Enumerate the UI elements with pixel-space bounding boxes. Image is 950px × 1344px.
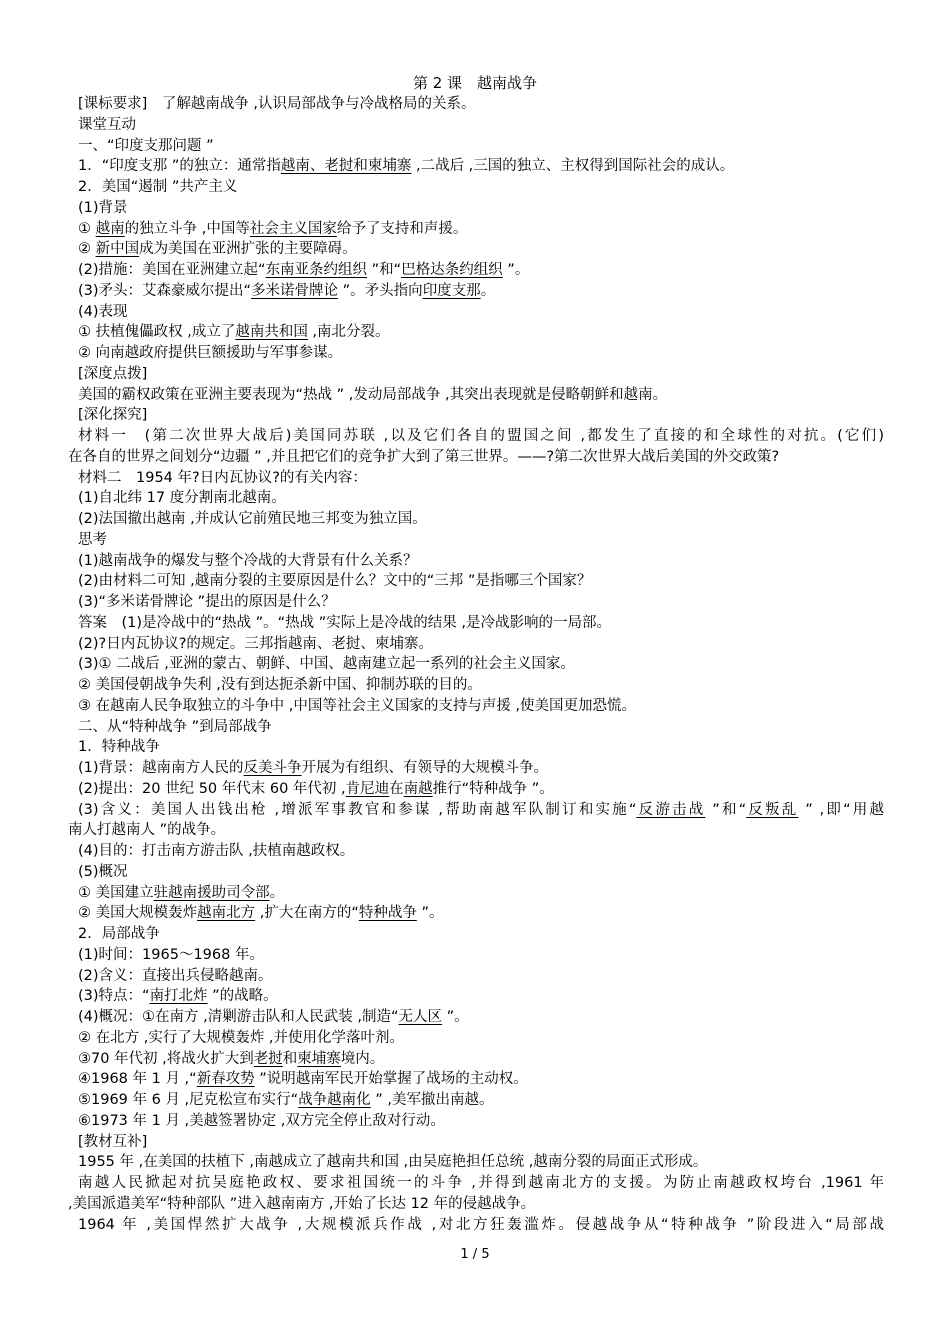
- text-line: [68, 1173, 884, 1194]
- underlined-answer: 越南北方: [197, 905, 256, 922]
- text-segment: (2)提出：20 世纪 50 年代末 60 年代初 ,: [78, 780, 346, 797]
- text-line: [68, 156, 884, 177]
- text-segment: (1)越南战争的爆发与整个冷战的大背景有什么关系？: [78, 552, 418, 569]
- text-line: [68, 986, 884, 1007]
- text-segment: 和: [282, 1050, 298, 1067]
- text-line: [68, 385, 884, 406]
- underlined-answer: 反美斗争: [243, 760, 302, 776]
- text-line: [68, 219, 884, 240]
- text-segment: ⑥1973 年 1 月 ,美越签署协定 ,双方完全停止敌对行动。: [78, 1112, 445, 1129]
- text-segment: ② 在北方 ,实行了大规模轰炸 ,并使用化学落叶剂。: [78, 1029, 405, 1046]
- text-segment: [深化探究]: [78, 407, 148, 424]
- text-line: [68, 924, 884, 945]
- text-line: [68, 1049, 884, 1070]
- text-line: [68, 1090, 884, 1111]
- text-line: [68, 696, 884, 717]
- underlined-answer: 南越: [403, 780, 433, 797]
- text-line: [68, 94, 884, 115]
- underlined-answer: 社会主义国家: [249, 220, 337, 237]
- text-segment: 在各自的世界之间划分“边疆 ” ,并且把它们的竞争扩大到了第三世界。——?第二次世界大战后美国的外交政策?: [68, 448, 780, 465]
- text-line: [68, 447, 884, 468]
- text-segment: (1)背景：越南南方人民的: [78, 760, 244, 776]
- text-line: [68, 239, 884, 260]
- text-line: [68, 862, 884, 883]
- text-segment: 推行“特种战争 ”。: [432, 780, 554, 797]
- underlined-answer: 越南、老挝和柬埔寨: [280, 158, 412, 175]
- text-segment: ② 美国侵朝战争失利 ,没有到达扼杀新中国、抑制苏联的目的。: [78, 677, 482, 693]
- underlined-answer: 印度支那: [422, 282, 481, 299]
- text-line: [68, 717, 884, 738]
- text-segment: ”。矛头指向: [338, 282, 423, 299]
- text-line: [68, 634, 884, 655]
- text-line: [68, 322, 884, 343]
- text-segment: 南越人民掀起对抗吴庭艳政权、要求祖国统一的斗争 ,并得到越南北方的支援。为防止南越政权垮台 ,1961 年: [78, 1175, 884, 1191]
- underlined-answer: 越南共和国: [235, 324, 308, 341]
- text-segment: (3)特点：“: [78, 988, 150, 1005]
- underlined-answer: 老挝: [253, 1050, 283, 1067]
- underlined-answer: 新中国: [95, 241, 140, 258]
- text-line: [68, 302, 884, 323]
- text-segment: 。: [269, 884, 285, 901]
- text-segment: ,扩大在南方的“: [255, 905, 359, 922]
- text-segment: 材料二 1954 年?日内瓦协议?的有关内容：: [78, 469, 367, 486]
- text-line: [68, 551, 884, 572]
- text-segment: ,二战后 ,三国的独立、主权得到国际社会的成认。: [411, 158, 735, 175]
- underlined-answer: 肯尼迪: [345, 780, 390, 797]
- text-line: [68, 1194, 884, 1215]
- text-segment: (3)① 二战后 ,亚洲的蒙古、朝鲜、中国、越南建立起一系列的社会主义国家。: [78, 656, 575, 673]
- text-segment: 二、从“特种战争 ”到局部战争: [78, 718, 272, 735]
- text-segment: (3)含义：美国人出钱出枪 ,增派军事教官和参谋 ,帮助南越军队制订和实施“: [78, 801, 637, 818]
- text-segment: ② 美国大规模轰炸: [78, 905, 198, 922]
- text-segment: 答案 (1)是冷战中的“热战 ”。“热战 ”实际上是冷战的结果 ,是冷战影响的一局部。: [78, 614, 612, 631]
- underlined-answer: 战争越南化: [298, 1092, 371, 1108]
- text-line: [68, 779, 884, 800]
- text-line: [68, 509, 884, 530]
- text-segment: (4)概况：①在南方 ,清剿游击队和人民武装 ,制造“: [78, 1009, 399, 1025]
- text-segment: ③ 在越南人民争取独立的斗争中 ,中国等社会主义国家的支持与声援 ,使美国更加恐慌。: [78, 697, 637, 714]
- text-line: [68, 1007, 884, 1028]
- text-segment: ④1968 年 1 月 ,“: [78, 1071, 197, 1088]
- text-segment: 课堂互动: [78, 116, 136, 133]
- underlined-answer: 越南: [95, 220, 125, 237]
- text-line: [68, 364, 884, 385]
- text-segment: 南人打越南人 ”的战争。: [68, 822, 226, 839]
- text-line: [68, 883, 884, 904]
- document-body: [68, 94, 884, 1235]
- text-line: [68, 405, 884, 426]
- text-segment: ”的战略。: [207, 988, 278, 1005]
- text-segment: (2)?日内瓦协议?的规定。三邦指越南、老挝、柬埔寨。: [78, 635, 433, 652]
- text-line: [68, 343, 884, 364]
- text-segment: (2)由材料二可知 ,越南分裂的主要原因是什么？文中的“三邦 ”是指哪三个国家？: [78, 573, 592, 590]
- text-segment: (1)背景: [78, 199, 128, 216]
- text-segment: (4)目的：打击南方游击队 ,扶植南越政权。: [78, 843, 355, 859]
- text-segment: ,美国派遣美军“特种部队 ”进入越南南方 ,开始了长达 12 年的侵越战争。: [68, 1195, 536, 1212]
- text-line: [68, 820, 884, 841]
- text-segment: (3)“多米诺骨牌论 ”提出的原因是什么？: [78, 594, 336, 610]
- text-line: [68, 758, 884, 779]
- text-line: [68, 136, 884, 157]
- text-segment: (2)含义：直接出兵侵略越南。: [78, 967, 273, 984]
- text-segment: (4)表现: [78, 303, 128, 320]
- text-line: [68, 260, 884, 281]
- text-segment: 境内。: [340, 1050, 385, 1067]
- text-line: [68, 530, 884, 551]
- text-segment: [课标要求] 了解越南战争 ,认识局部战争与冷战格局的关系。: [78, 96, 476, 112]
- text-segment: 一、“印度支那问题 ”: [78, 137, 214, 154]
- text-segment: ”和“: [367, 262, 402, 278]
- underlined-answer: 多米诺骨牌论: [251, 282, 339, 299]
- page-title: 第 2 课 越南战争: [412, 74, 538, 92]
- text-segment: ”。: [502, 262, 530, 278]
- text-segment: ”。: [416, 905, 444, 922]
- text-segment: 美国的霸权政策在亚洲主要表现为“热战 ” ,发动局部战争 ,其突出表现就是侵略朝鲜和越南。: [78, 386, 668, 403]
- text-segment: 开展为有组织、有领导的大规模斗争。: [301, 760, 549, 776]
- text-line: [68, 1111, 884, 1132]
- text-segment: 成为美国在亚洲扩张的主要障碍。: [139, 241, 357, 258]
- text-segment: [深度点拨]: [78, 365, 148, 382]
- text-segment: ① 扶植傀儡政权 ,成立了: [78, 324, 236, 341]
- text-line: [68, 966, 884, 987]
- text-segment: 。: [480, 282, 496, 299]
- text-line: [68, 198, 884, 219]
- text-segment: ①: [78, 220, 96, 237]
- text-line: [68, 177, 884, 198]
- text-line: [68, 1215, 884, 1236]
- text-line: [68, 675, 884, 696]
- underlined-answer: 驻越南援助司令部: [153, 884, 270, 901]
- text-line: [68, 281, 884, 302]
- underlined-answer: 反游击战: [636, 801, 706, 818]
- text-segment: ① 美国建立: [78, 884, 154, 901]
- text-line: [68, 613, 884, 634]
- text-segment: 1964 年 ,美国悍然扩大战争 ,大规模派兵作战 ,对北方狂轰滥炸。侵越战争从“特种战争 ”阶段进入“局部战: [78, 1216, 884, 1233]
- text-line: [68, 488, 884, 509]
- text-line: [68, 115, 884, 136]
- text-segment: ② 向南越政府提供巨额援助与军事参谋。: [78, 345, 343, 361]
- text-line: [68, 800, 884, 821]
- text-segment: ,南北分裂。: [307, 324, 390, 341]
- underlined-answer: 特种战争: [358, 905, 417, 922]
- text-segment: 材料一 (第二次世界大战后)美国同苏联 ,以及它们各自的盟国之间 ,都发生了直接的和全球性的对抗。(它们): [78, 428, 884, 444]
- text-line: [68, 468, 884, 489]
- text-segment: ⑤1969 年 6 月 ,尼克松宣布实行“: [78, 1092, 299, 1108]
- text-segment: (1)自北纬 17 度分割南北越南。: [78, 490, 286, 507]
- underlined-answer: 反叛乱: [746, 801, 799, 818]
- text-segment: 2．美国“遏制 ”共产主义: [78, 179, 238, 195]
- text-segment: ”说明越南军民开始掌握了战场的主动权。: [254, 1071, 528, 1088]
- text-segment: ③70 年代初 ,将战火扩大到: [78, 1050, 254, 1067]
- text-segment: 给予了支持和声援。: [336, 220, 468, 237]
- text-segment: 1．“印度支那 ”的独立：通常指: [78, 158, 281, 175]
- text-line: [68, 1028, 884, 1049]
- text-line: [68, 571, 884, 592]
- text-segment: ”。: [442, 1009, 469, 1025]
- text-segment: ②: [78, 241, 96, 258]
- page-number: 1 / 5: [460, 1247, 490, 1262]
- text-segment: 2．局部战争: [78, 926, 160, 942]
- text-segment: (1)时间：1965～1968 年。: [78, 946, 264, 963]
- underlined-answer: 柬埔寨: [297, 1050, 341, 1067]
- text-line: [68, 945, 884, 966]
- underlined-answer: 无人区: [398, 1009, 442, 1025]
- text-line: [68, 1069, 884, 1090]
- text-line: [68, 592, 884, 613]
- underlined-answer: 新春攻势: [196, 1071, 255, 1088]
- text-segment: 1．特种战争: [78, 739, 160, 756]
- text-line: [68, 1132, 884, 1153]
- text-segment: (3)矛头：艾森豪威尔提出“: [78, 282, 252, 299]
- underlined-answer: 巴格达条约组织: [401, 262, 503, 278]
- text-segment: 1955 年 ,在美国的扶植下 ,南越成立了越南共和国 ,由吴庭艳担任总统 ,越南分裂的局面正式形成。: [78, 1154, 708, 1171]
- text-segment: (2)措施：美国在亚洲建立起“: [78, 262, 266, 278]
- text-segment: 的独立斗争 ,中国等: [124, 220, 250, 237]
- text-line: [68, 737, 884, 758]
- text-segment: ” ,美军撤出南越。: [370, 1092, 494, 1108]
- text-segment: (2)法国撤出越南 ,并成认它前殖民地三邦变为独立国。: [78, 511, 427, 527]
- text-segment: 在: [389, 780, 404, 797]
- text-line: [68, 426, 884, 447]
- text-segment: 思考: [78, 531, 107, 548]
- text-segment: [教材互补]: [78, 1133, 148, 1150]
- text-segment: ” ,即“用越: [798, 801, 884, 818]
- underlined-answer: 南打北炸: [149, 988, 208, 1005]
- text-line: [68, 903, 884, 924]
- text-line: [68, 1152, 884, 1173]
- underlined-answer: 东南亚条约组织: [265, 262, 368, 278]
- text-line: [68, 841, 884, 862]
- text-segment: ”和“: [705, 801, 747, 818]
- text-segment: (5)概况: [78, 863, 128, 880]
- text-line: [68, 654, 884, 675]
